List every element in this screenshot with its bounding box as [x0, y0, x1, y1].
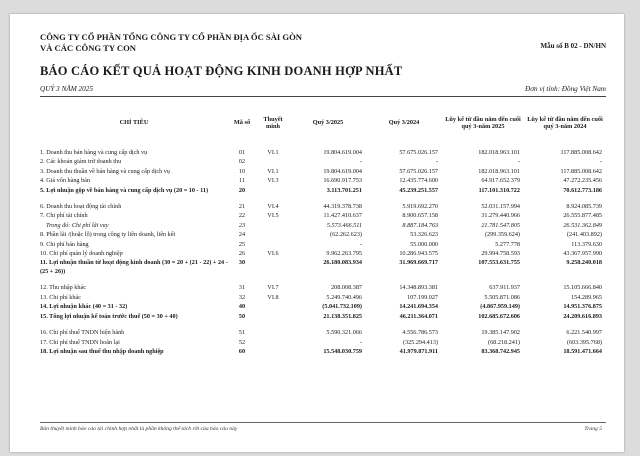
report-page [10, 14, 624, 452]
row-code: 02 [238, 158, 246, 166]
row-code: 21 [238, 203, 246, 211]
row-q3-2025: 19.804.619.004 [323, 149, 362, 156]
row-ytd-2024: 26.531.362.849 [563, 221, 602, 229]
row-note [256, 312, 290, 321]
row-label: 13. Chi phí khác [40, 293, 81, 301]
row-ytd-2025: 107.553.631.755 [478, 259, 520, 267]
row-ytd-2025: 182.018.963.101 [478, 167, 520, 175]
row-ytd-2024: 8.924.085.739 [566, 203, 602, 211]
row-label: 10. Chi phí quản lý doanh nghiệp [40, 250, 123, 258]
row-code: 32 [238, 293, 246, 301]
row-code: 40 [238, 303, 246, 311]
col-header-item: CHỈ TIÊU [119, 119, 149, 127]
row-q3-2024: 53.326.623 [410, 231, 438, 239]
row-ytd-2024: 18.591.471.664 [563, 347, 602, 355]
col-header-ytd-2025: Lũy kế từ đầu năm đến cuối quý 3-năm 2025 [445, 115, 521, 130]
row-q3-2024: 45.239.251.557 [399, 186, 438, 194]
table-row [40, 202, 606, 211]
table-row [40, 186, 606, 195]
table-row [40, 240, 606, 249]
row-q3-2025: 44.319.378.738 [323, 203, 362, 211]
table-row [40, 176, 606, 185]
row-code: 22 [238, 212, 246, 220]
row-code: 20 [238, 186, 246, 194]
row-q3-2024: 55.000.000 [410, 240, 438, 248]
row-q3-2025: 5.249.740.496 [326, 293, 362, 301]
row-note [256, 347, 290, 356]
row-ytd-2025: 182.018.963.101 [478, 149, 520, 156]
row-q3-2025: 208.008.387 [331, 284, 362, 292]
row-ytd-2025: 29.994.758.593 [481, 250, 520, 258]
row-q3-2024: 46.211.364.071 [399, 312, 438, 320]
row-ytd-2024: 26.555.877.485 [563, 212, 602, 220]
table-header-row [40, 98, 606, 148]
row-note [256, 302, 290, 311]
row-label: 12. Thu nhập khác [40, 284, 86, 292]
row-note: VI.4 [267, 203, 279, 211]
row-ytd-2025: (4.867.959.149) [480, 303, 520, 311]
row-code: 50 [238, 312, 246, 320]
row-q3-2025: 5.573.466.511 [326, 221, 362, 229]
row-label: 2. Các khoản giảm trừ doanh thu [40, 158, 122, 166]
table-row [40, 167, 606, 176]
row-note: VI.7 [267, 284, 279, 292]
row-note: VI.3 [267, 177, 279, 185]
col-header-note: Thuyết minh [263, 115, 283, 130]
row-label: 1. Doanh thu bán hàng và cung cấp dịch vụ [40, 149, 148, 156]
row-label: 5. Lợi nhuận gộp về bán hàng và cung cấp dịch vụ (20 = 10 - 11) [40, 186, 209, 194]
row-code: 60 [238, 347, 246, 355]
row-ytd-2024: - [599, 158, 602, 166]
row-q3-2024: 107.199.027 [407, 293, 438, 301]
row-code: 31 [238, 284, 246, 292]
col-header-code: Mã số [233, 119, 251, 127]
row-q3-2025: 16.690.917.753 [323, 177, 362, 185]
report-period: QUÝ 3 NĂM 2025 [40, 85, 93, 93]
table-row [40, 148, 606, 157]
row-q3-2025: 21.138.351.825 [323, 312, 362, 320]
row-code: 25 [238, 240, 246, 248]
row-label: 8. Phần lãi /(hoặc lỗ) trong công ty liên doanh, liên kết [40, 231, 176, 239]
table-row [40, 283, 606, 292]
row-label: 15. Tổng lợi nhuận kế toán trước thuế (50 = 30 + 40) [40, 312, 178, 320]
row-label: 16. Chi phí thuế TNDN hiện hành [40, 329, 125, 337]
row-ytd-2025: 637.911.937 [489, 284, 520, 292]
row-ytd-2025: 19.385.147.902 [481, 329, 520, 337]
row-label: 17. Chi phí thuế TNDN hoãn lại [40, 338, 120, 346]
row-ytd-2024: 154.289.965 [571, 293, 602, 301]
row-q3-2025: 3.113.701.251 [326, 186, 362, 194]
row-code: 01 [238, 149, 246, 156]
row-ytd-2025: 31.279.440.966 [481, 212, 520, 220]
row-note [256, 157, 290, 166]
row-code: 10 [238, 167, 246, 175]
row-code: 26 [238, 250, 246, 258]
row-code: 30 [238, 259, 246, 267]
row-note: VI.6 [267, 250, 279, 258]
row-ytd-2024: 14.951.376.875 [563, 303, 602, 311]
row-q3-2024: (325.294.413) [402, 338, 438, 346]
row-ytd-2024: (241.403.892) [566, 231, 602, 239]
row-note: VI.1 [267, 149, 279, 156]
row-q3-2025: - [359, 240, 362, 248]
table-spacer [40, 195, 606, 202]
table-row [40, 347, 606, 356]
table-row [40, 230, 606, 239]
row-note [256, 240, 290, 249]
row-q3-2024: 14.241.694.354 [399, 303, 438, 311]
row-note [256, 230, 290, 239]
row-ytd-2025: 102.685.672.606 [478, 312, 520, 320]
table-spacer [40, 321, 606, 328]
table-row [40, 328, 606, 337]
row-q3-2025: - [359, 338, 362, 346]
row-ytd-2024: 47.272.235.456 [563, 177, 602, 185]
row-note: VI.1 [267, 167, 279, 175]
row-ytd-2024: 9.258.240.018 [566, 259, 602, 267]
row-code: 52 [238, 338, 246, 346]
row-label: 7. Chi phí tài chính [40, 212, 88, 220]
company-name [40, 32, 302, 53]
table-row [40, 338, 606, 347]
row-ytd-2025: 5.277.778 [495, 240, 520, 248]
row-ytd-2024: 15.105.666.840 [563, 284, 602, 292]
row-label: 11. Lợi nhuận thuần từ hoạt động kinh doanh (30 = 20 + (21 - 22) + 24 - (25 + 26)) [40, 259, 228, 276]
row-note: VI.8 [267, 293, 279, 301]
row-q3-2025: 5.590.321.066 [326, 329, 362, 337]
row-q3-2024: - [435, 158, 438, 166]
row-label: 4. Giá vốn hàng bán [40, 177, 91, 185]
row-ytd-2025: 21.781.547.805 [481, 221, 520, 229]
row-q3-2024: 31.969.669.717 [399, 259, 438, 267]
row-q3-2024: 10.286.943.575 [399, 250, 438, 258]
row-ytd-2024: 24.209.616.893 [563, 312, 602, 320]
row-ytd-2024: 6.221.540.997 [566, 329, 602, 337]
row-note: VI.5 [267, 212, 279, 220]
row-label: 9. Chi phí bán hàng [40, 240, 89, 248]
row-note [256, 186, 290, 195]
row-q3-2024: 41.979.871.911 [399, 347, 438, 355]
row-label: 3. Doanh thu thuần về bán hàng và cung cấp dịch vụ [40, 167, 170, 175]
row-note [256, 258, 290, 276]
row-note [256, 221, 290, 230]
row-ytd-2025: (299.359.624) [484, 231, 520, 239]
row-label: Trong đó: Chi phí lãi vay [46, 221, 109, 229]
row-ytd-2025: 52.031.157.994 [481, 203, 520, 211]
col-header-ytd-2024: Lũy kế từ đầu năm đến cuối quý 3-năm 2024 [527, 115, 603, 130]
row-ytd-2024: 117.885.008.642 [560, 149, 602, 156]
row-label: 14. Lợi nhuận khác (40 = 31 - 32) [40, 303, 128, 311]
table-row [40, 312, 606, 321]
row-q3-2025: (62.262.623) [330, 231, 362, 239]
table-row [40, 157, 606, 166]
row-code: 23 [238, 221, 246, 229]
row-ytd-2024: (603.395.768) [566, 338, 602, 346]
row-q3-2025: 15.548.030.759 [323, 347, 362, 355]
table-spacer [40, 276, 606, 283]
col-header-q3-2025: Quý 3/2025 [312, 119, 344, 127]
table-row [40, 221, 606, 230]
row-note [256, 328, 290, 337]
row-ytd-2024: 43.367.957.990 [563, 250, 602, 258]
company-name-line1: CÔNG TY CỔ PHẦN TỔNG CÔNG TY CỔ PHẦN ĐỊA ỐC SÀI GÒN [40, 32, 302, 42]
row-q3-2024: 4.556.786.573 [402, 329, 438, 337]
row-ytd-2025: (68.218.241) [488, 338, 520, 346]
row-ytd-2025: 5.505.871.086 [484, 293, 520, 301]
table-row [40, 293, 606, 302]
row-ytd-2025: 117.101.310.722 [478, 186, 520, 194]
table-row [40, 249, 606, 258]
table-row [40, 211, 606, 220]
row-q3-2024: 5.919.692.270 [402, 203, 438, 211]
table-row [40, 302, 606, 311]
footnote: Bản thuyết minh báo cáo tài chính hợp nhất là phần không thể tách rời của báo cáo này [40, 426, 238, 432]
row-q3-2024: 12.435.774.600 [399, 177, 438, 185]
row-q3-2025: 19.804.619.004 [323, 167, 362, 175]
company-name-line2: VÀ CÁC CÔNG TY CON [40, 42, 136, 53]
row-code: 11 [239, 177, 245, 185]
row-q3-2024: 57.675.026.157 [399, 149, 438, 156]
row-q3-2025: - [359, 158, 362, 166]
row-code: 24 [238, 231, 246, 239]
row-q3-2024: 57.675.026.157 [399, 167, 438, 175]
row-ytd-2024: 117.885.008.642 [560, 167, 602, 175]
report-title: BÁO CÁO KẾT QUẢ HOẠT ĐỘNG KINH DOANH HỢP NHẤT [40, 64, 403, 78]
row-ytd-2025: - [517, 158, 520, 166]
row-q3-2025: 26.180.083.934 [323, 259, 362, 267]
row-code: 51 [238, 329, 246, 337]
row-q3-2025: 9.962.263.795 [326, 250, 362, 258]
row-ytd-2024: 70.612.773.186 [563, 186, 602, 194]
form-code: Mẫu số B 02 - DN/HN [540, 42, 606, 50]
row-q3-2024: 14.348.893.381 [399, 284, 438, 292]
row-ytd-2024: 113.379.630 [571, 240, 602, 248]
currency-unit: Đơn vị tính: Đồng Việt Nam [525, 85, 606, 93]
row-label: 6. Doanh thu hoạt động tài chính [40, 203, 122, 211]
footer-divider [40, 422, 606, 423]
page-number: Trang 5 [584, 426, 602, 432]
row-ytd-2025: 83.368.742.945 [481, 347, 520, 355]
row-ytd-2025: 64.917.652.379 [481, 177, 520, 185]
income-statement-table [40, 98, 606, 356]
row-label: 18. Lợi nhuận sau thuế thu nhập doanh nghiệp [40, 347, 164, 355]
row-q3-2025: (5.041.732.109) [322, 303, 362, 311]
row-note [256, 338, 290, 347]
header-divider [40, 96, 606, 97]
row-q3-2024: 8.900.657.158 [402, 212, 438, 220]
table-row [40, 258, 606, 276]
row-q3-2024: 8.887.184.763 [402, 221, 438, 229]
row-q3-2025: 11.427.410.637 [323, 212, 362, 220]
col-header-q3-2024: Quý 3/2024 [388, 119, 420, 127]
